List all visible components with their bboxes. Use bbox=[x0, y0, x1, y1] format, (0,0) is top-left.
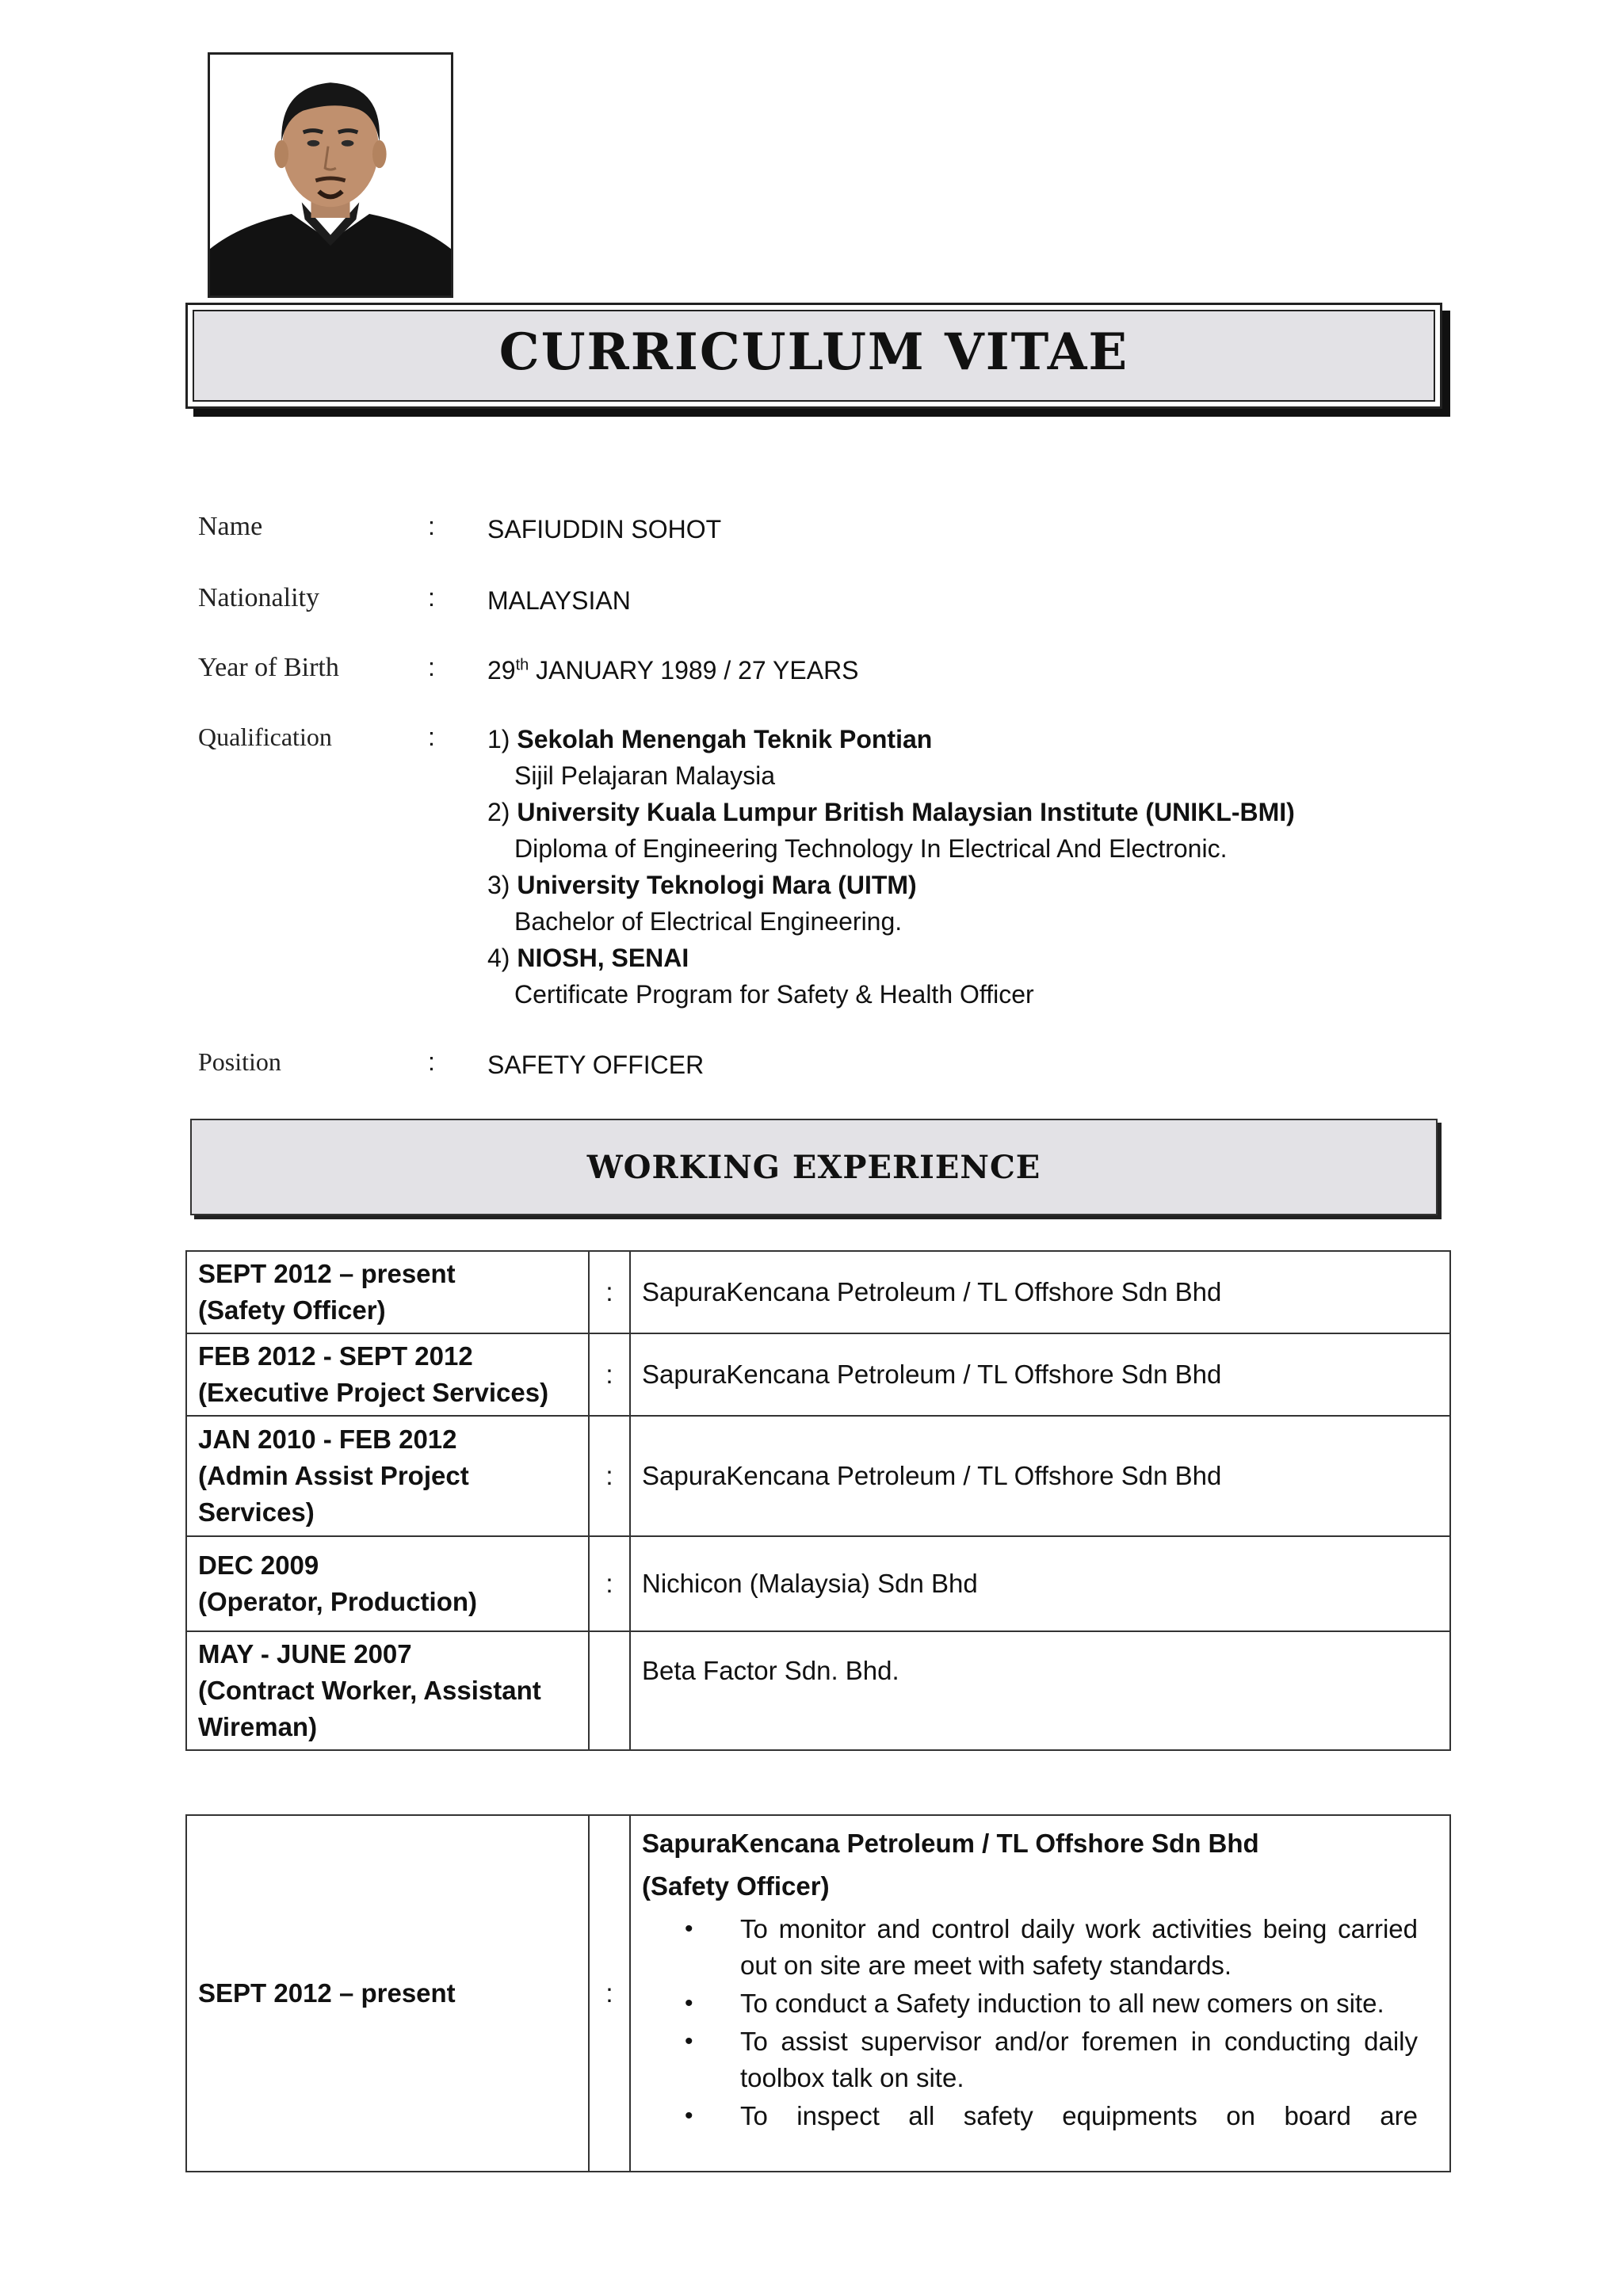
birth-label: Year of Birth bbox=[198, 653, 339, 682]
qualification-detail: Sijil Pelajaran Malaysia bbox=[514, 761, 776, 790]
table-row bbox=[186, 1333, 1450, 1416]
nationality-colon: : bbox=[428, 583, 435, 612]
qualification-school: University Teknologi Mara (UITM) bbox=[517, 871, 917, 899]
period-cell: SEPT 2012 – present bbox=[186, 1815, 589, 2172]
qualification-detail: Certificate Program for Safety & Health Officer bbox=[514, 980, 1034, 1009]
profile-photo bbox=[208, 52, 453, 298]
period-text: JAN 2010 - FEB 2012 bbox=[198, 1425, 457, 1454]
qualification-school: Sekolah Menengah Teknik Pontian bbox=[517, 725, 933, 753]
detail-company: SapuraKencana Petroleum / TL Offshore Sdn Bhd bbox=[642, 1829, 1259, 1858]
qualification-colon: : bbox=[428, 723, 435, 751]
bullet-icon: • bbox=[685, 1916, 693, 1942]
period-text: FEB 2012 - SEPT 2012 bbox=[198, 1341, 473, 1371]
period-cell bbox=[186, 1631, 589, 1750]
cv-title-box bbox=[193, 310, 1435, 402]
qualification-school: NIOSH, SENAI bbox=[517, 944, 689, 972]
position-value: SAFETY OFFICER bbox=[487, 1051, 705, 1079]
section-title: WORKING EXPERIENCE bbox=[586, 1148, 1041, 1186]
qualification-label: Qualification bbox=[198, 723, 332, 751]
role-text: (Operator, Production) bbox=[198, 1587, 478, 1616]
qualification-item bbox=[487, 867, 1295, 903]
list-item bbox=[642, 2023, 1418, 2096]
experience-table bbox=[185, 1250, 1451, 1751]
table-row bbox=[186, 1815, 1450, 2172]
qualification-number: 4) bbox=[487, 944, 517, 972]
name-value: SAFIUDDIN SOHOT bbox=[487, 515, 722, 543]
portrait-image bbox=[210, 55, 451, 296]
qualification-detail: Diploma of Engineering Technology In Electrical And Electronic. bbox=[514, 834, 1228, 863]
table-row bbox=[186, 1631, 1450, 1750]
experience-detail-table bbox=[185, 1814, 1451, 2172]
qualification-item bbox=[487, 721, 1295, 757]
position-colon: : bbox=[428, 1047, 435, 1076]
qualification-detail: Bachelor of Electrical Engineering. bbox=[514, 907, 903, 936]
colon-cell: : bbox=[589, 1416, 630, 1536]
colon-cell bbox=[589, 1631, 630, 1750]
page-title: CURRICULUM VITAE bbox=[498, 322, 1129, 382]
colon-cell: : bbox=[589, 1815, 630, 2172]
birth-day-suffix: th bbox=[515, 656, 529, 674]
duty-text: To monitor and control daily work activities being carried out on site are meet with safety standards. bbox=[740, 1914, 1418, 1980]
duty-text: To inspect all safety equipments on board are bbox=[740, 2101, 1418, 2130]
position-label: Position bbox=[198, 1047, 281, 1076]
company-cell: SapuraKencana Petroleum / TL Offshore Sdn Bhd bbox=[630, 1416, 1450, 1536]
qualification-number: 2) bbox=[487, 798, 517, 826]
qualification-list bbox=[487, 721, 1295, 1013]
birth-colon: : bbox=[428, 653, 435, 681]
nationality-label: Nationality bbox=[198, 583, 319, 612]
birth-value bbox=[487, 656, 859, 685]
bullet-icon: • bbox=[685, 1990, 693, 2016]
name-label: Name bbox=[198, 512, 263, 541]
company-cell: Nichicon (Malaysia) Sdn Bhd bbox=[630, 1536, 1450, 1631]
role-text: (Safety Officer) bbox=[198, 1295, 386, 1325]
table-row bbox=[186, 1251, 1450, 1333]
period-cell bbox=[186, 1251, 589, 1333]
name-colon: : bbox=[428, 512, 435, 540]
list-item bbox=[642, 1985, 1418, 2022]
duty-text: To assist supervisor and/or foremen in conducting daily toolbox talk on site. bbox=[740, 2027, 1418, 2092]
qualification-item bbox=[487, 794, 1295, 830]
table-row bbox=[186, 1416, 1450, 1536]
colon-cell: : bbox=[589, 1333, 630, 1416]
list-item bbox=[642, 2098, 1418, 2134]
bullet-icon: • bbox=[685, 2028, 693, 2054]
period-cell bbox=[186, 1536, 589, 1631]
role-text: (Executive Project Services) bbox=[198, 1378, 549, 1407]
detail-role: (Safety Officer) bbox=[642, 1871, 830, 1901]
role-text: (Admin Assist Project Services) bbox=[198, 1461, 469, 1527]
list-item bbox=[642, 1911, 1418, 1984]
company-cell: SapuraKencana Petroleum / TL Offshore Sdn Bhd bbox=[630, 1251, 1450, 1333]
period-text: MAY - JUNE 2007 bbox=[198, 1639, 412, 1669]
period-text: SEPT 2012 – present bbox=[198, 1259, 456, 1288]
cv-title-banner bbox=[185, 303, 1442, 409]
company-cell: SapuraKencana Petroleum / TL Offshore Sdn Bhd bbox=[630, 1333, 1450, 1416]
qualification-item bbox=[487, 940, 1295, 976]
table-row bbox=[186, 1536, 1450, 1631]
qualification-number: 1) bbox=[487, 725, 517, 753]
period-text: DEC 2009 bbox=[198, 1550, 319, 1580]
bullet-icon: • bbox=[685, 2103, 693, 2129]
birth-rest: JANUARY 1989 / 27 YEARS bbox=[529, 656, 859, 685]
detail-cell bbox=[630, 1815, 1450, 2172]
nationality-value: MALAYSIAN bbox=[487, 586, 631, 615]
company-cell: Beta Factor Sdn. Bhd. bbox=[630, 1631, 1450, 1750]
period-cell bbox=[186, 1416, 589, 1536]
colon-cell: : bbox=[589, 1251, 630, 1333]
duty-text: To conduct a Safety induction to all new comers on site. bbox=[740, 1989, 1384, 2018]
qualification-number: 3) bbox=[487, 871, 517, 899]
birth-day: 29 bbox=[487, 656, 516, 685]
colon-cell: : bbox=[589, 1536, 630, 1631]
role-text: (Contract Worker, Assistant Wireman) bbox=[198, 1676, 541, 1741]
duties-list bbox=[642, 1911, 1438, 2134]
qualification-school: University Kuala Lumpur British Malaysian Institute (UNIKL-BMI) bbox=[517, 798, 1295, 826]
period-cell bbox=[186, 1333, 589, 1416]
working-experience-banner bbox=[190, 1119, 1438, 1215]
